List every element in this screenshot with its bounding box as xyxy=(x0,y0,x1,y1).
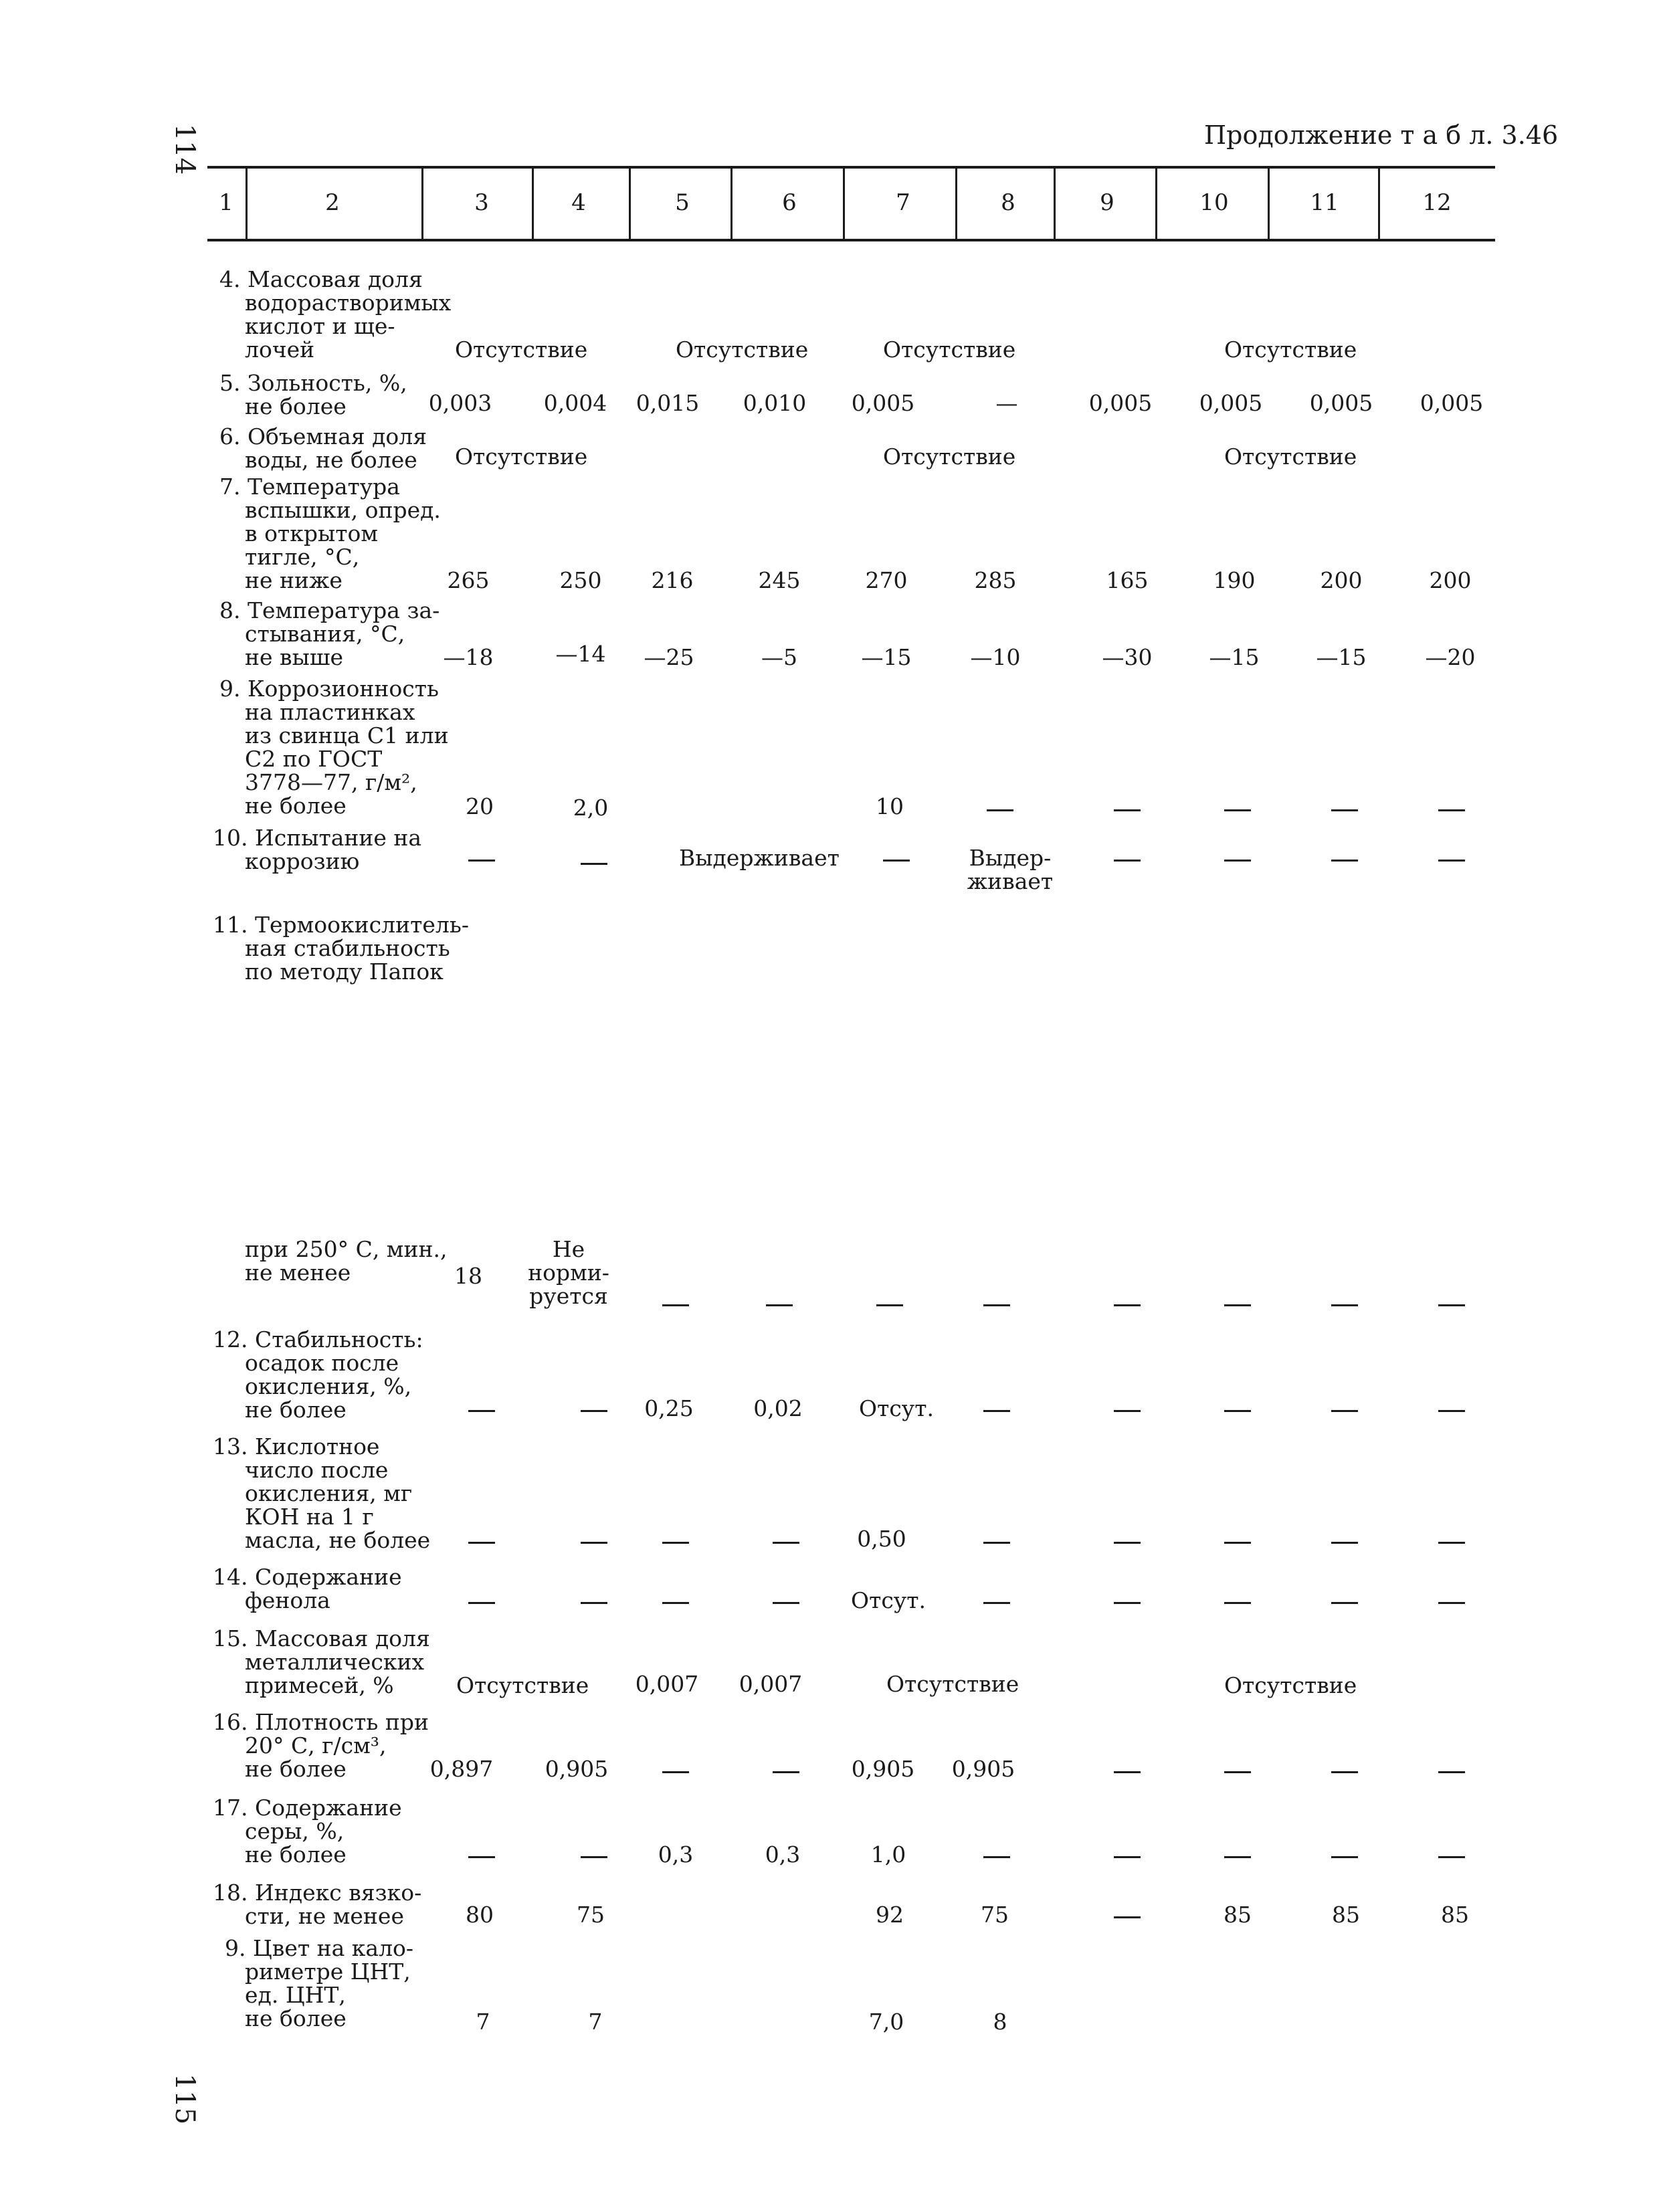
empty-dash xyxy=(983,1542,1010,1544)
column-header-10: 10 xyxy=(1199,189,1229,216)
empty-dash xyxy=(468,1410,495,1412)
empty-dash xyxy=(1114,1771,1141,1773)
cell-value: 0,004 xyxy=(543,390,607,416)
cell-value: 10 xyxy=(876,793,904,819)
cell-value: —15 xyxy=(861,644,912,670)
empty-dash xyxy=(1331,1410,1358,1412)
cell-value: — xyxy=(995,390,1018,416)
empty-dash xyxy=(773,1771,799,1773)
cell-value: —14 xyxy=(555,641,606,667)
cell-value: 0,897 xyxy=(429,1756,494,1782)
column-header-12: 12 xyxy=(1422,189,1452,216)
cell-value: Отсут. xyxy=(851,1587,926,1613)
empty-dash xyxy=(987,809,1013,811)
empty-dash xyxy=(1224,1542,1251,1544)
empty-dash xyxy=(1224,1771,1251,1773)
cell-value: 265 xyxy=(447,567,490,593)
cell-value: 18 xyxy=(454,1263,482,1289)
empty-dash xyxy=(1438,1410,1465,1412)
cell-value: Выдер- живает xyxy=(967,845,1054,894)
empty-dash xyxy=(581,1542,607,1544)
empty-dash xyxy=(1224,1602,1251,1604)
empty-dash xyxy=(1331,1542,1358,1544)
cell-value: 85 xyxy=(1441,1902,1469,1928)
empty-dash xyxy=(468,1602,495,1604)
page-number-top: 114 xyxy=(169,123,201,175)
cell-value: —15 xyxy=(1209,644,1260,670)
cell-value: Отсутствие xyxy=(886,1671,1019,1697)
cell-value: —5 xyxy=(761,644,797,670)
table-caption: Продолжение т а б л. 3.46 xyxy=(1204,120,1559,150)
empty-dash xyxy=(1331,1771,1358,1773)
cell-value: 285 xyxy=(974,567,1017,593)
cell-value: 0,905 xyxy=(851,1756,915,1782)
cell-value: 0,005 xyxy=(1199,390,1263,416)
column-header-6: 6 xyxy=(782,189,797,216)
cell-value: 7,0 xyxy=(868,2009,904,2035)
empty-dash xyxy=(1114,1602,1141,1604)
empty-dash xyxy=(662,1602,689,1604)
empty-dash xyxy=(1438,1602,1465,1604)
empty-dash xyxy=(983,1410,1010,1412)
empty-dash xyxy=(1224,1856,1251,1858)
cell-value: 250 xyxy=(559,567,602,593)
cell-value: 270 xyxy=(865,567,908,593)
column-header-4: 4 xyxy=(571,189,586,216)
empty-dash xyxy=(1438,1771,1465,1773)
header-top-rule xyxy=(207,166,1495,169)
empty-dash xyxy=(1331,809,1358,811)
cell-value: 85 xyxy=(1224,1902,1252,1928)
cell-value: Отсутствие xyxy=(676,336,809,363)
empty-dash xyxy=(468,1856,495,1858)
empty-dash xyxy=(1438,860,1465,862)
empty-dash xyxy=(1114,1304,1141,1306)
cell-value: 7 xyxy=(476,2009,490,2035)
empty-dash xyxy=(662,1542,689,1544)
empty-dash xyxy=(1224,809,1251,811)
column-header-2: 2 xyxy=(325,189,340,216)
row-label: 17. Содержание серы, %, не более xyxy=(213,1795,402,1868)
header-separator xyxy=(1054,167,1056,239)
cell-value: 75 xyxy=(981,1902,1009,1928)
empty-dash xyxy=(1114,809,1141,811)
empty-dash xyxy=(468,860,495,862)
header-separator xyxy=(1155,167,1157,239)
header-separator xyxy=(843,167,845,239)
cell-value: 0,50 xyxy=(857,1526,906,1552)
cell-value: 0,005 xyxy=(1420,390,1484,416)
column-header-9: 9 xyxy=(1100,189,1114,216)
header-separator xyxy=(421,167,423,239)
cell-value: Отсутствие xyxy=(1224,1672,1357,1698)
row-label: 18. Индекс вязко- сти, не менее xyxy=(213,1880,422,1929)
empty-dash xyxy=(1114,860,1141,862)
empty-dash xyxy=(766,1304,793,1306)
empty-dash xyxy=(662,1304,689,1306)
cell-value: 0,005 xyxy=(1088,390,1153,416)
header-separator xyxy=(955,167,957,239)
empty-dash xyxy=(1331,1602,1358,1604)
row-label: 13. Кислотное число после окисления, мг КОН на 1 г масла, не более xyxy=(213,1433,431,1553)
cell-value: 0,02 xyxy=(753,1395,803,1421)
row-label: 12. Стабильность: осадок после окисления, %, не более xyxy=(213,1326,423,1423)
cell-value: —25 xyxy=(644,644,694,670)
cell-value: 7 xyxy=(588,2009,603,2035)
cell-value: Отсутствие xyxy=(883,336,1016,363)
empty-dash xyxy=(1331,860,1358,862)
row-label: 5. Зольность, %, не более xyxy=(219,370,407,419)
cell-value: 200 xyxy=(1429,567,1472,593)
empty-dash xyxy=(581,1602,607,1604)
empty-dash xyxy=(773,1542,799,1544)
cell-value: Отсутствие xyxy=(455,336,588,363)
column-header-8: 8 xyxy=(1001,189,1015,216)
cell-value: 8 xyxy=(993,2009,1007,2035)
empty-dash xyxy=(983,1602,1010,1604)
header-separator xyxy=(730,167,733,239)
cell-value: Отсутствие xyxy=(883,443,1016,470)
empty-dash xyxy=(1224,1304,1251,1306)
cell-value: 2,0 xyxy=(573,795,609,821)
column-header-3: 3 xyxy=(474,189,489,216)
cell-value: 0,25 xyxy=(644,1395,694,1421)
row-label: 14. Содержание фенола xyxy=(213,1564,402,1613)
column-header-5: 5 xyxy=(675,189,690,216)
cell-value: Отсутствие xyxy=(1224,336,1357,363)
row-label-continuation: при 250° С, мин., не менее xyxy=(245,1236,448,1286)
cell-value: 0,003 xyxy=(428,390,492,416)
cell-value: Не норми- руется xyxy=(528,1236,609,1309)
empty-dash xyxy=(1114,1542,1141,1544)
cell-value: Выдерживает xyxy=(679,845,840,871)
page-number-bottom: 115 xyxy=(169,2073,201,2125)
column-header-11: 11 xyxy=(1310,189,1339,216)
cell-value: 0,905 xyxy=(545,1756,609,1782)
cell-value: 0,010 xyxy=(743,390,807,416)
column-header-7: 7 xyxy=(896,189,910,216)
cell-value: 0,007 xyxy=(739,1671,803,1697)
header-separator xyxy=(1378,167,1380,239)
row-label: 7. Температура вспышки, опред. в открытом тигле, °С, не ниже xyxy=(219,474,441,593)
cell-value: Отсутствие xyxy=(1224,443,1357,470)
cell-value: 92 xyxy=(876,1902,904,1928)
empty-dash xyxy=(1438,1304,1465,1306)
empty-dash xyxy=(883,860,910,862)
cell-value: Отсутствие xyxy=(455,443,588,470)
cell-value: —15 xyxy=(1316,644,1367,670)
header-separator xyxy=(532,167,534,239)
cell-value: —10 xyxy=(970,644,1021,670)
header-separator xyxy=(629,167,631,239)
cell-value: Отсут. xyxy=(859,1395,934,1421)
row-label: 16. Плотность при 20° С, г/см³, не более xyxy=(213,1709,429,1782)
cell-value: 80 xyxy=(466,1902,494,1928)
column-header-1: 1 xyxy=(219,189,233,216)
cell-value: —20 xyxy=(1425,644,1476,670)
empty-dash xyxy=(983,1856,1010,1858)
cell-value: 0,007 xyxy=(635,1671,699,1697)
row-label: 15. Массовая доля металлических примесей, % xyxy=(213,1625,430,1698)
row-label: 6. Объемная доля воды, не более xyxy=(219,423,427,473)
cell-value: 1,0 xyxy=(870,1841,906,1868)
empty-dash xyxy=(773,1602,799,1604)
cell-value: 0,005 xyxy=(1309,390,1373,416)
empty-dash xyxy=(1438,809,1465,811)
cell-value: 0,005 xyxy=(851,390,915,416)
cell-value: 216 xyxy=(651,567,694,593)
empty-dash xyxy=(1438,1542,1465,1544)
empty-dash xyxy=(1114,1916,1141,1918)
empty-dash xyxy=(983,1304,1010,1306)
empty-dash xyxy=(581,1856,607,1858)
row-label: 9. Коррозионность на пластинках из свинца С1 или С2 по ГОСТ 3778—77, г/м², не более xyxy=(219,676,449,819)
empty-dash xyxy=(662,1771,689,1773)
empty-dash xyxy=(876,1304,903,1306)
cell-value: 200 xyxy=(1320,567,1363,593)
cell-value: 245 xyxy=(758,567,801,593)
cell-value: 85 xyxy=(1332,1902,1360,1928)
row-label: 10. Испытание на коррозию xyxy=(213,825,422,874)
header-separator xyxy=(1268,167,1270,239)
cell-value: Отсутствие xyxy=(456,1672,589,1698)
empty-dash xyxy=(1224,1410,1251,1412)
row-label: 8. Температура за- стывания, °С, не выше xyxy=(219,597,440,670)
empty-dash xyxy=(1331,1304,1358,1306)
empty-dash xyxy=(581,863,607,865)
cell-value: 0,3 xyxy=(658,1841,694,1868)
cell-value: 190 xyxy=(1213,567,1256,593)
cell-value: 0,3 xyxy=(765,1841,801,1868)
empty-dash xyxy=(1331,1856,1358,1858)
cell-value: 165 xyxy=(1106,567,1149,593)
cell-value: 0,015 xyxy=(636,390,700,416)
header-bottom-rule xyxy=(207,239,1495,241)
cell-value: 0,905 xyxy=(951,1756,1015,1782)
cell-value: —30 xyxy=(1102,644,1153,670)
cell-value: 20 xyxy=(466,793,494,819)
empty-dash xyxy=(1224,860,1251,862)
empty-dash xyxy=(1114,1856,1141,1858)
row-label: 4. Массовая доля водорастворимых кислот и ще- лочей xyxy=(219,266,452,363)
row-label: 11. Термоокислитель- ная стабильность по методу Папок xyxy=(213,912,469,985)
cell-value: 75 xyxy=(577,1902,605,1928)
cell-value: —18 xyxy=(443,644,494,670)
empty-dash xyxy=(1438,1856,1465,1858)
empty-dash xyxy=(468,1542,495,1544)
empty-dash xyxy=(1114,1410,1141,1412)
row-label: 9. Цвет на кало- риметре ЦНТ, ед. ЦНТ, не более xyxy=(225,1935,414,2031)
